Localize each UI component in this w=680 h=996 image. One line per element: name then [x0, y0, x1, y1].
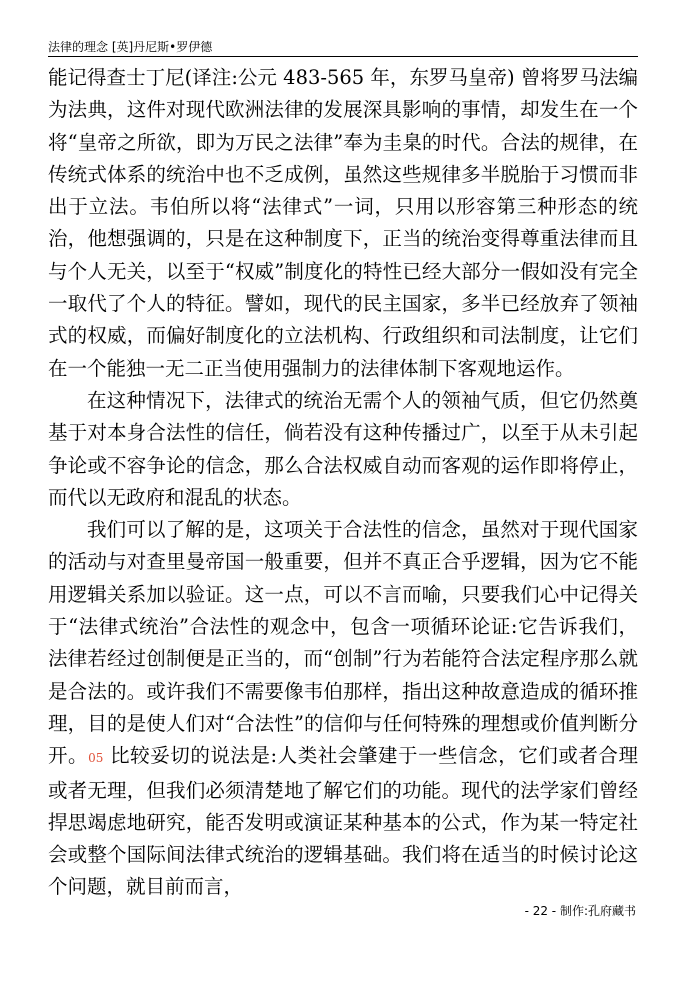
paragraph — [48, 514, 638, 904]
paragraph-text: 比较妥切的说法是:人类社会肇建于一些信念，它们或者合理或者无理，但我们必须清楚地了解它们的功能。现代的法学家们曾经捍思竭虑地研究，能否发明或演证某种基本的公式，作为某一特定社会或整个国际间法律式统治的逻辑基础。我们将在适当的时候讨论这个问题，就目前而言， — [48, 744, 638, 899]
page-footer — [525, 902, 636, 919]
paragraph-text: 我们可以了解的是，这项关于合法性的信念，虽然对于现代国家的活动与对查里曼帝国一般重要，但并不真正合乎逻辑，因为它不能用逻辑关系加以验证。这一点，可以不言而喻，只要我们心中记得关于“法律式统治”合法性的观念中，包含一项循环论证:它告诉我们，法律若经过创制便是正当的，而“创制”行为若能符合法定程序那么就是合法的。或许我们不需要像韦伯那样，指出这种故意造成的循环推理，目的是使人们对“合法性”的信仰与任何特殊的理想或价值判断分开。 — [48, 518, 638, 768]
header-title: 法律的理念 [英]丹尼斯•罗伊德 — [48, 40, 213, 54]
page-number: - 22 - 制作:孔府藏书 — [524, 904, 636, 918]
body-text — [48, 62, 638, 904]
footnote-ref[interactable]: 05 — [88, 751, 104, 766]
paragraph: 能记得查士丁尼(译注:公元 483-565 年，东罗马皇帝) 曾将罗马法编为法典，这件对现代欧洲法律的发展深具影响的事情，却发生在一个将“皇帝之所欲，即为万民之法律”奉为圭臬的时代。合法的规律，在传统式体系的统治中也不乏成例，虽然这些规律多半脱胎于习惯而非出于立法。韦伯所以将“法律式”一词，只用以形容第三种形态的统治，他想强调的，只是在这种制度下，正当的统治变得尊重法律而且与个人无关，以至于“权威”制度化的特性已经大部分一假如没有完全一取代了个人的特征。譬如，现代的民主国家，多半已经放弃了领袖式的权威，而偏好制度化的立法机构、行政组织和司法制度，让它们在一个能独一无二正当使用强制力的法律体制下客观地运作。 — [48, 66, 638, 380]
paragraph: 在这种情况下，法律式的统治无需个人的领袖气质，但它仍然奠基于对本身合法性的信任，倘若没有这种传播过广，以至于从未引起争论或不容争论的信念，那么合法权威自动而客观的运作即将停止，而代以无政府和混乱的状态。 — [48, 388, 638, 509]
running-header — [48, 38, 638, 57]
